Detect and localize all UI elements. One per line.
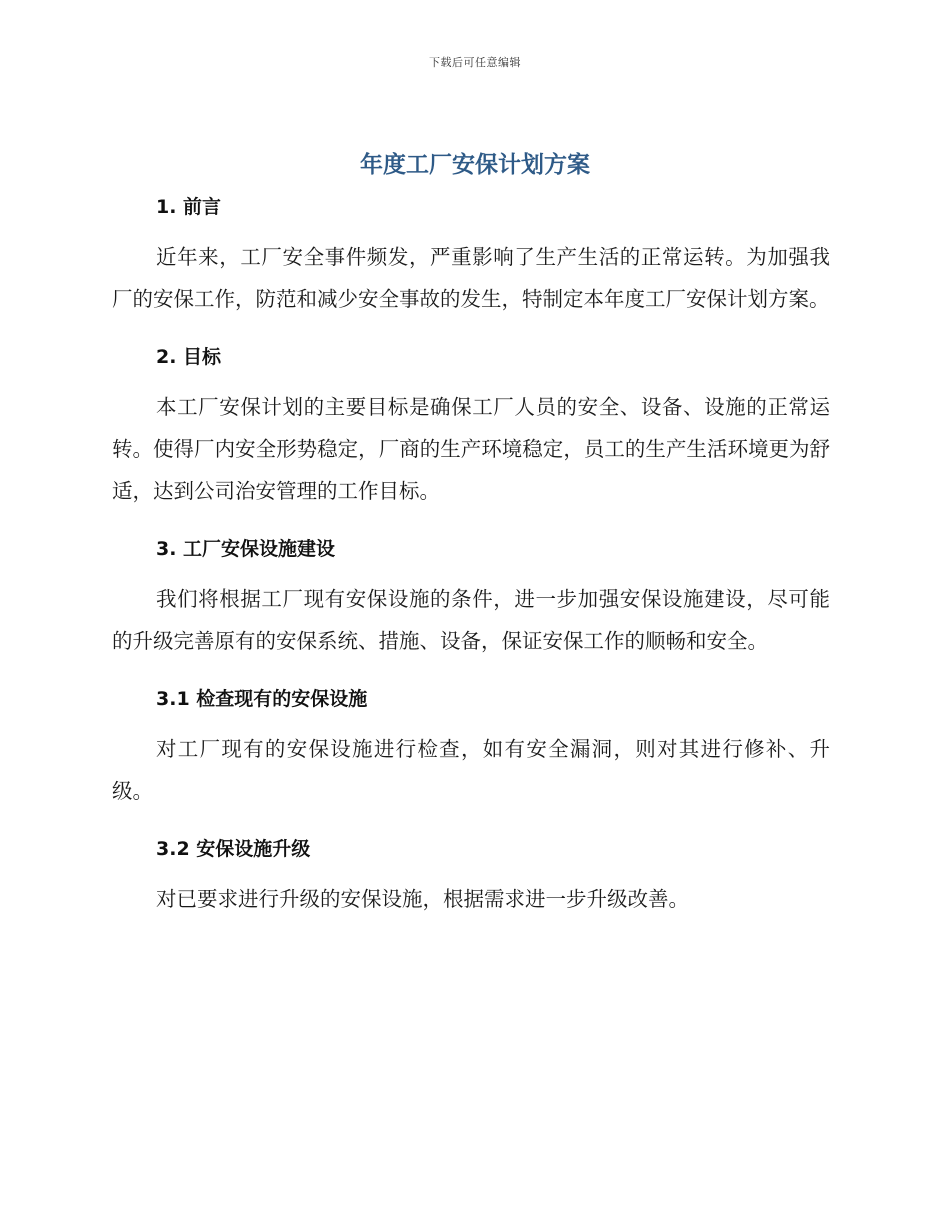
section-facility-construction xyxy=(112,532,830,662)
section-paragraph: 对工厂现有的安保设施进行检查，如有安全漏洞，则对其进行修补、升级。 xyxy=(112,737,830,803)
section-paragraph: 对已要求进行升级的安保设施，根据需求进一步升级改善。 xyxy=(156,887,689,911)
section-paragraph: 我们将根据工厂现有安保设施的条件，进一步加强安保设施建设，尽可能的升级完善原有的安保系统、措施、设备，保证安保工作的顺畅和安全。 xyxy=(112,587,830,653)
section-heading: 2. 目标 xyxy=(156,346,222,368)
section-inspect-facilities xyxy=(112,682,830,812)
section-heading: 3.1 检查现有的安保设施 xyxy=(156,688,368,710)
document-title: 年度工厂安保计划方案 xyxy=(360,152,590,178)
section-heading: 1. 前言 xyxy=(156,196,222,218)
section-heading: 3.2 安保设施升级 xyxy=(156,838,311,860)
document-body xyxy=(112,190,830,920)
section-upgrade-facilities xyxy=(112,832,830,920)
section-paragraph: 本工厂安保计划的主要目标是确保工厂人员的安全、设备、设施的正常运转。使得厂内安全形势稳定，厂商的生产环境稳定，员工的生产生活环境更为舒适，达到公司治安管理的工作目标。 xyxy=(112,395,830,503)
section-intro xyxy=(112,190,830,320)
header-note: 下载后可任意编辑 xyxy=(429,56,521,69)
section-heading: 3. 工厂安保设施建设 xyxy=(156,538,336,560)
section-paragraph: 近年来，工厂安全事件频发，严重影响了生产生活的正常运转。为加强我厂的安保工作，防范和减少安全事故的发生，特制定本年度工厂安保计划方案。 xyxy=(112,245,830,311)
section-goals xyxy=(112,340,830,512)
